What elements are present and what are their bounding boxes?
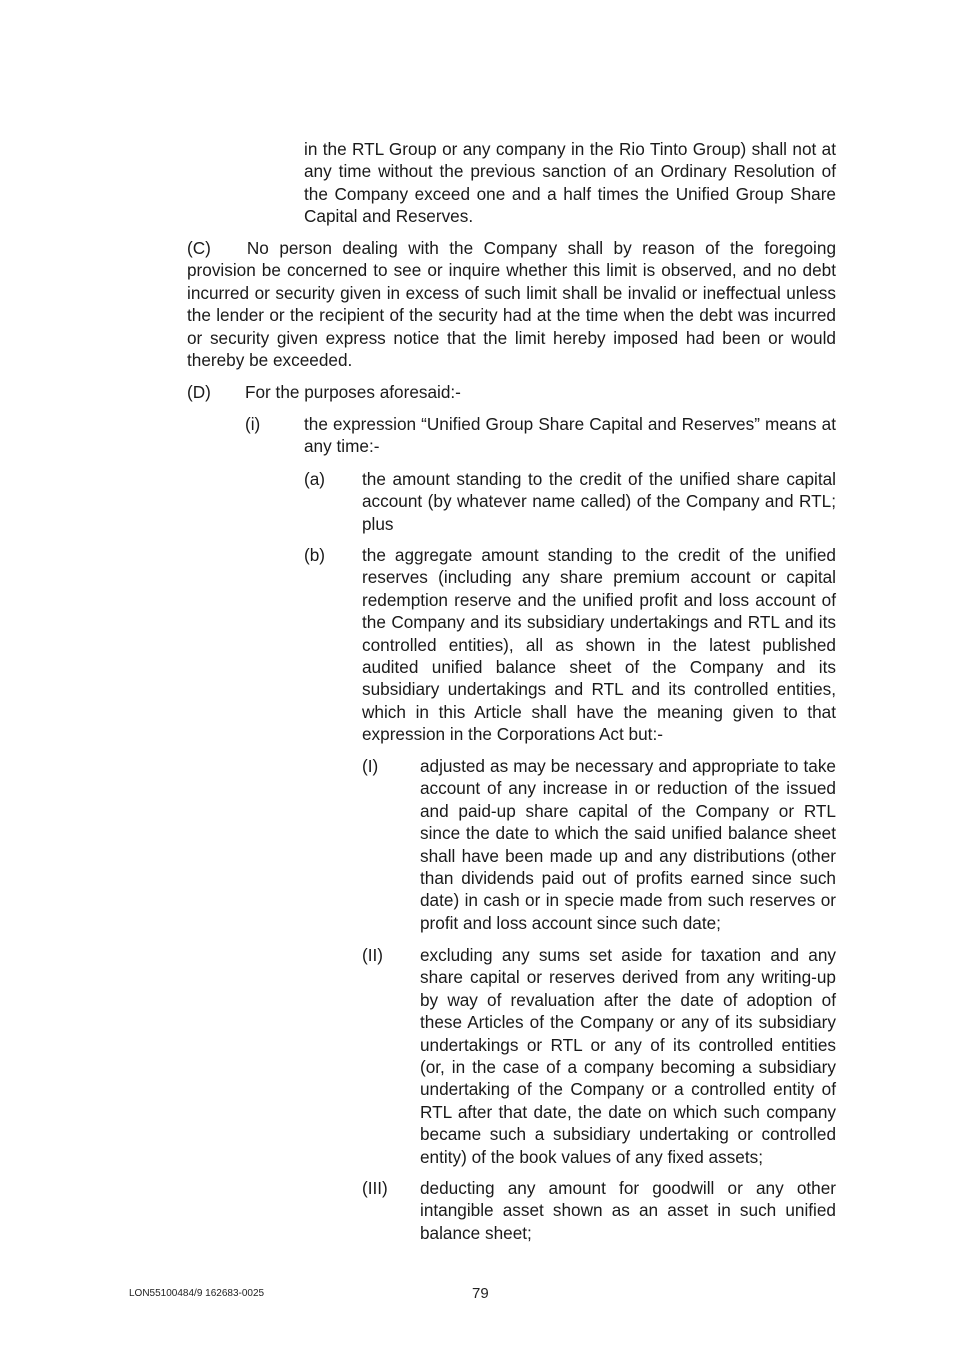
item-b-marker: (b) [304, 545, 326, 565]
item-I-marker: (I) [362, 756, 379, 776]
paragraph-c-marker: (C) [187, 238, 211, 258]
paragraph-c-text: No person dealing with the Company shall by reason of the foregoing provision be concerned to see or inquire whether this limit is observed, and no debt incurred or security given in excess of such limit shall be invalid or ineffectual unless the lender or the recipient of the security had at the time when the debt was incurred or security given express notice that the limit hereby imposed had been or would thereby be exceeded. [187, 238, 836, 371]
item-i-marker: (i) [245, 414, 261, 434]
item-a-text: the amount standing to the credit of the unified share capital account (by whatever name called) of the Company and RTL; plus [362, 469, 836, 534]
item-II-marker: (II) [362, 945, 383, 965]
item-III-marker: (III) [362, 1178, 388, 1198]
item-I-text: adjusted as may be necessary and appropriate to take account of any increase in or reduction of the issued and paid-up share capital of the Company or RTL since the date to which the said unified balance sheet shall have been made up and any distributions (other than dividends paid out of profits earned since such date) in cash or in specie made from such reserves or profit and loss account since such date; [420, 756, 836, 933]
footer-document-reference: LON55100484/9 162683-0025 [129, 1288, 265, 1299]
item-i-text: the expression “Unified Group Share Capital and Reserves” means at any time:- [304, 414, 836, 457]
item-II-text: excluding any sums set aside for taxation and any share capital or reserves derived from any writing-up by way of revaluation after the date of adoption of these Articles of the Company or any of its subsidiary undertakings or RTL or any of its controlled entities (or, in the case of a company becoming a subsidiary undertaking of the Company or a controlled entity of RTL after that date, the date on which such company became such a subsidiary undertaking or controlled entity) of the book values of any fixed assets; [420, 945, 836, 1167]
item-III-text: deducting any amount for goodwill or any other intangible asset shown as an asset in such unified balance sheet; [420, 1178, 836, 1243]
footer-page-number: 79 [472, 1285, 489, 1302]
paragraph-d-marker: (D) [187, 382, 211, 402]
continuation-paragraph: in the RTL Group or any company in the Rio Tinto Group) shall not at any time without the previous sanction of an Ordinary Resolution of the Company exceed one and a half times the Unified Group Share Capital and Reserves. [304, 139, 836, 227]
item-a-marker: (a) [304, 469, 326, 489]
paragraph-c [187, 237, 836, 371]
item-b-text: the aggregate amount standing to the credit of the unified reserves (including any share premium account or capital redemption reserve and the unified profit and loss account of the Company and its subsidiary undertakings and RTL and its controlled entities), all as shown in the latest published audited unified balance sheet of the Company and its subsidiary undertakings and RTL and its controlled entities, which in this Article shall have the meaning given to that expression in the Corporations Act but:- [362, 545, 836, 745]
paragraph-d-text: For the purposes aforesaid:- [245, 382, 461, 402]
